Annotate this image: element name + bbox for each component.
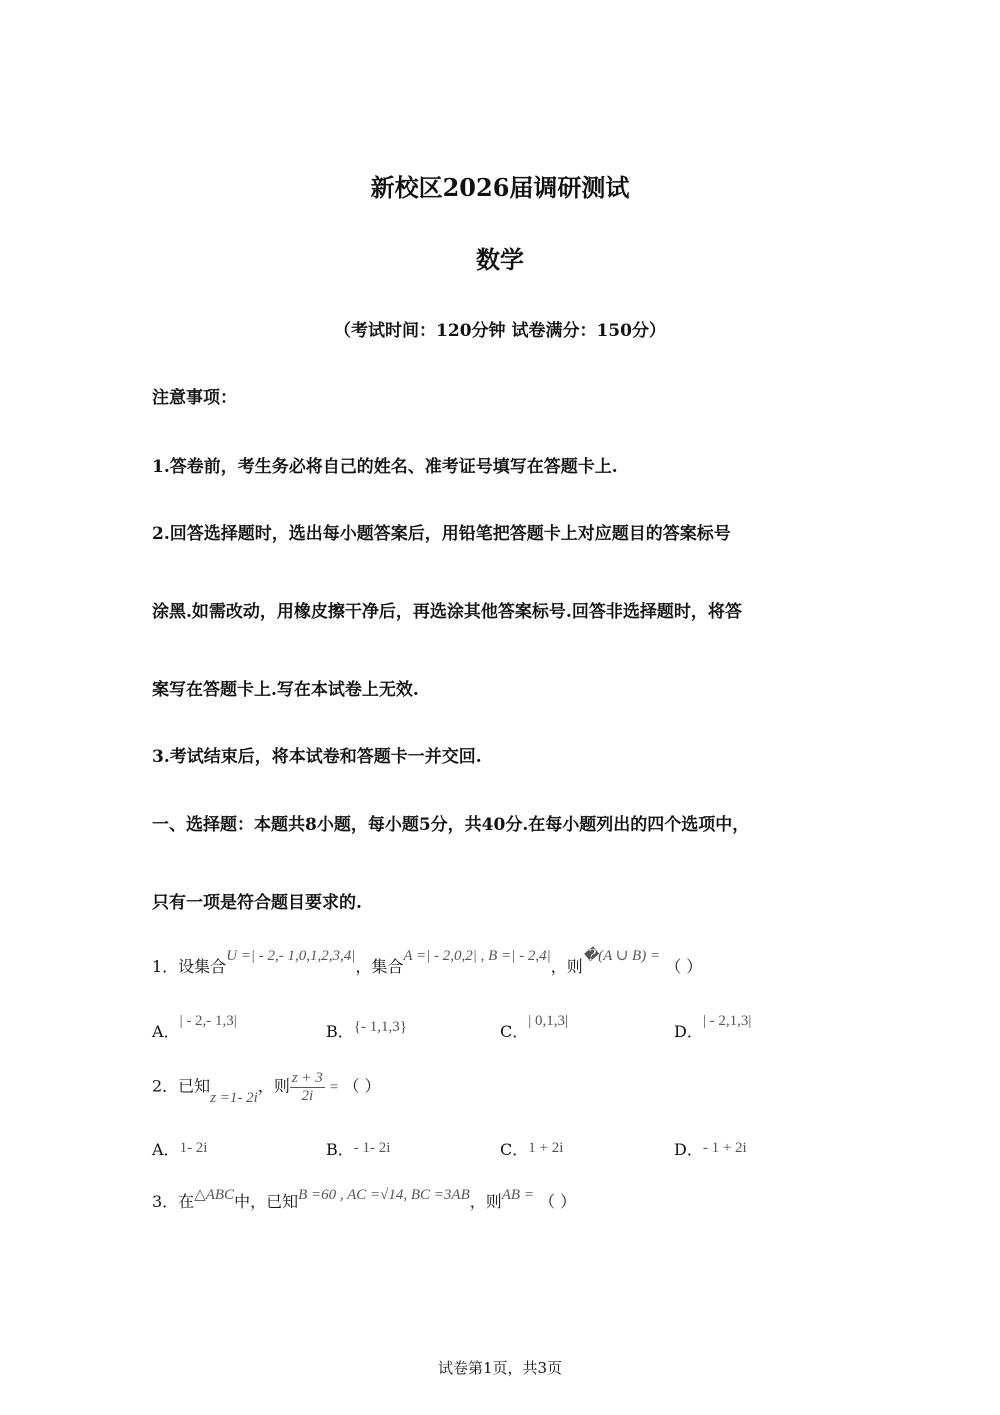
question-text: ，集合: [355, 957, 404, 976]
option-value: 1 + 2i: [528, 1140, 564, 1156]
exam-info: （考试时间：120分钟 试卷满分：150分）: [334, 321, 666, 341]
answer-bracket: （ ）: [665, 957, 703, 976]
question-text: 3．在: [152, 1192, 195, 1211]
page-footer: 试卷第1页，共3页: [437, 1359, 563, 1377]
option-label: B．: [326, 1022, 354, 1041]
notice-item: 3.考试结束后，将本试卷和答题卡一并交回.: [152, 747, 482, 767]
option-label: A．: [152, 1022, 180, 1041]
option-label: D．: [674, 1140, 703, 1159]
math-expression: =: [329, 1079, 339, 1096]
question-text: 中，已知: [234, 1192, 299, 1211]
question-text: ，则: [469, 1192, 502, 1211]
option-a[interactable]: [152, 1137, 207, 1160]
question-text: ，则: [550, 957, 583, 976]
option-label: D．: [674, 1022, 703, 1041]
section-heading: 一、选择题：本题共8小题，每小题5分，共40分.在每小题列出的四个选项中，: [152, 815, 750, 835]
question-text: ，则: [257, 1076, 290, 1096]
math-expression: U =| - 2,- 1,0,1,2,3,4|: [226, 948, 356, 964]
section-instruction: 只有一项是符合题目要求的.: [152, 893, 362, 913]
notice-item: 1.答卷前，考生务必将自己的姓名、准考证号填写在答题卡上.: [152, 457, 618, 477]
option-value: 1- 2i: [179, 1140, 208, 1156]
answer-bracket: （ ）: [343, 1076, 381, 1096]
option-value: | - 2,1,3|: [702, 1013, 752, 1029]
math-expression: △ABC: [194, 1187, 235, 1203]
option-c[interactable]: [500, 1137, 563, 1160]
option-label: C．: [500, 1022, 529, 1041]
notice-item: 涂黑.如需改动，用橡皮擦干净后，再选涂其他答案标号.回答非选择题时，将答: [152, 602, 742, 622]
fraction-numerator: z + 3: [291, 1070, 323, 1086]
option-label: C．: [500, 1140, 529, 1159]
option-value: {- 1,1,3}: [353, 1019, 407, 1035]
option-a[interactable]: [152, 1013, 237, 1042]
question-text: 1．设集合: [152, 957, 227, 976]
math-expression: B =60 , AC =√14, BC =3AB: [298, 1187, 470, 1203]
option-b[interactable]: [326, 1137, 390, 1160]
question-text: 2．已知: [152, 1076, 211, 1096]
option-value: - 1 + 2i: [702, 1140, 747, 1156]
fraction-denominator: 2i: [301, 1087, 314, 1104]
math-expression: AB =: [501, 1187, 534, 1203]
math-expression: z =1- 2i: [210, 1089, 258, 1106]
option-value: | - 2,- 1,3|: [179, 1013, 237, 1029]
option-label: A．: [152, 1140, 180, 1159]
notice-item: 2.回答选择题时，选出每小题答案后，用铅笔把答题卡上对应题目的答案标号: [152, 524, 731, 544]
question-1: [152, 948, 703, 977]
math-expression: A =| - 2,0,2| , B =| - 2,4|: [403, 948, 551, 964]
option-value: - 1- 2i: [353, 1140, 391, 1156]
option-d[interactable]: [674, 1137, 747, 1160]
option-c[interactable]: [500, 1013, 569, 1042]
notice-item: 案写在答题卡上.写在本试卷上无效.: [152, 680, 419, 700]
question-2: [152, 1070, 381, 1104]
answer-bracket: （ ）: [539, 1192, 577, 1211]
fraction: [290, 1070, 325, 1104]
exam-title: 新校区2026届调研测试: [370, 173, 630, 202]
option-label: B．: [326, 1140, 354, 1159]
option-b[interactable]: [326, 1019, 407, 1042]
subject-title: 数学: [476, 245, 524, 274]
option-d[interactable]: [674, 1013, 752, 1042]
option-value: | 0,1,3|: [528, 1013, 569, 1029]
notice-heading: 注意事项：: [152, 388, 237, 408]
math-expression: �(A ∪ B) =: [582, 948, 661, 964]
question-3: [152, 1189, 576, 1212]
